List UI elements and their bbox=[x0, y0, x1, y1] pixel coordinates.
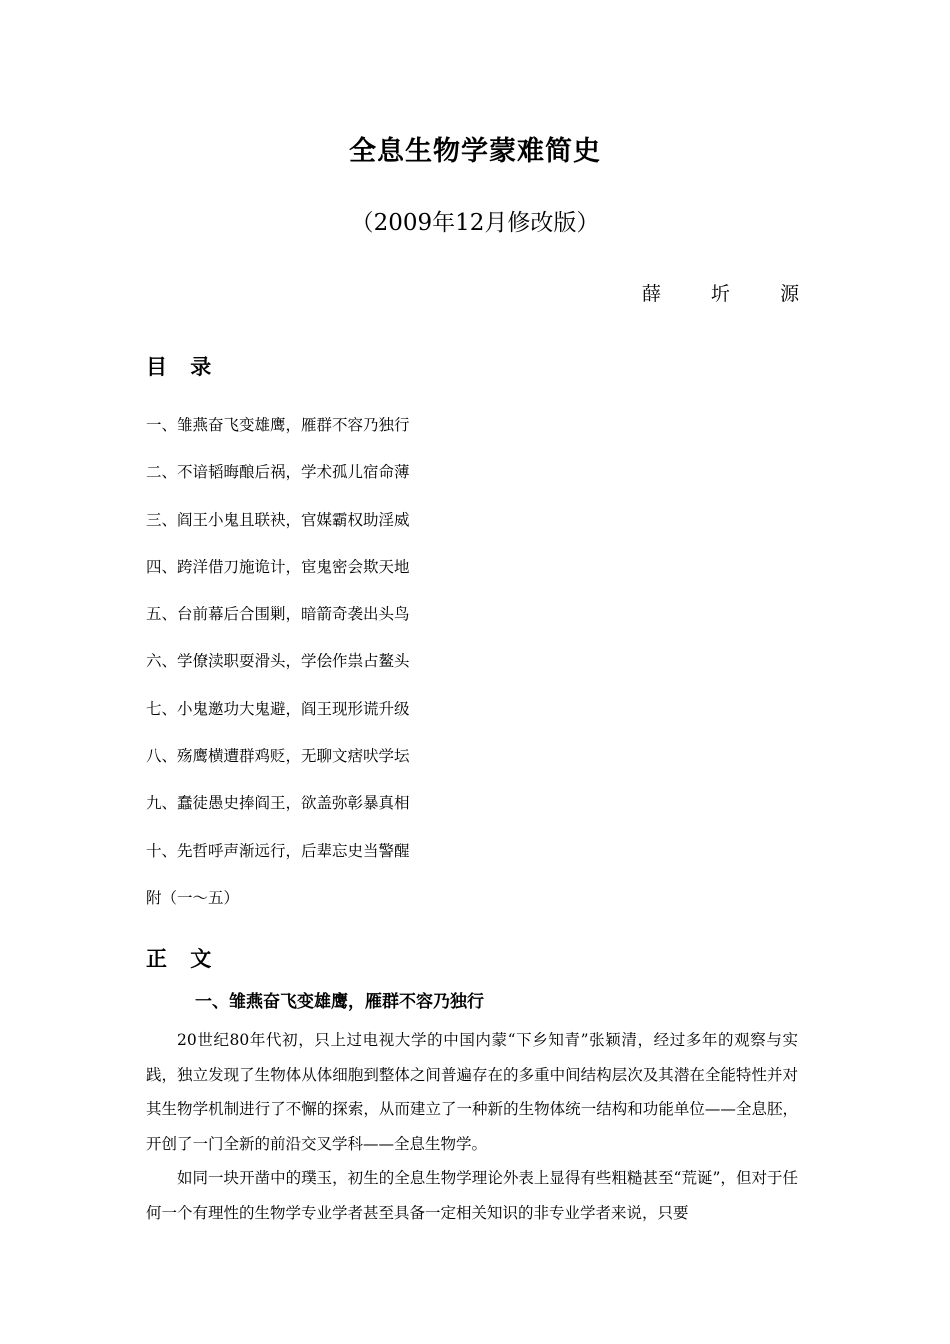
table-of-contents bbox=[146, 413, 410, 933]
body-text bbox=[146, 1023, 798, 1230]
author-name: 薛 圻 源 bbox=[642, 283, 822, 305]
toc-item-2: 二、不谙韬晦酿后祸，学术孤儿宿命薄 bbox=[146, 463, 410, 482]
paragraph-2: 如同一块开凿中的璞玉，初生的全息生物学理论外表上显得有些粗糙甚至“荒诞”，但对于任何一个有理性的生物学专业学者甚至具备一定相关知识的非专业学者来说，只要 bbox=[146, 1169, 798, 1222]
document-subtitle: （2009年12月修改版） bbox=[350, 210, 600, 236]
toc-item-3: 三、阎王小鬼且联袂，官媒霸权助淫威 bbox=[146, 510, 410, 529]
toc-heading: 目 录 bbox=[146, 354, 220, 379]
paragraph-1: 20世纪80年代初，只上过电视大学的中国内蒙“下乡知青”张颖清，经过多年的观察与实践，独立发现了生物体从体细胞到整体之间普遍存在的多重中间结构层次及其潜在全能特性并对其生物学机制进行了不懈的探索，从而建立了一种新的生物体统一结构和功能单位——全息胚，开创了一门全新的前沿交叉学科——全息生物学。 bbox=[146, 1031, 798, 1153]
toc-item-1: 一、雏燕奋飞变雄鹰，雁群不容乃独行 bbox=[146, 416, 410, 434]
body-heading: 正 文 bbox=[146, 946, 220, 971]
chapter-title: 一、雏燕奋飞变雄鹰，雁群不容乃独行 bbox=[195, 992, 484, 1012]
toc-item-5: 五、台前幕后合围剿，暗箭奇袭出头鸟 bbox=[146, 605, 410, 624]
toc-item-8: 八、殇鹰横遭群鸡贬，无聊文痞吠学坛 bbox=[146, 747, 410, 766]
toc-item-10: 十、先哲呼声渐远行，后辈忘史当警醒 bbox=[146, 841, 410, 860]
toc-item-7: 七、小鬼邀功大鬼避，阎王现形谎升级 bbox=[146, 699, 410, 718]
document-title: 全息生物学蒙难简史 bbox=[349, 136, 601, 167]
toc-item-appendix: 附（一～五） bbox=[146, 888, 240, 907]
toc-item-9: 九、蠢徒愚史捧阎王，欲盖弥彰暴真相 bbox=[146, 794, 410, 813]
toc-item-4: 四、跨洋借刀施诡计，宦鬼密会欺天地 bbox=[146, 557, 410, 576]
toc-item-6: 六、学僚渎职耍滑头，学侩作祟占鳌头 bbox=[146, 652, 410, 671]
